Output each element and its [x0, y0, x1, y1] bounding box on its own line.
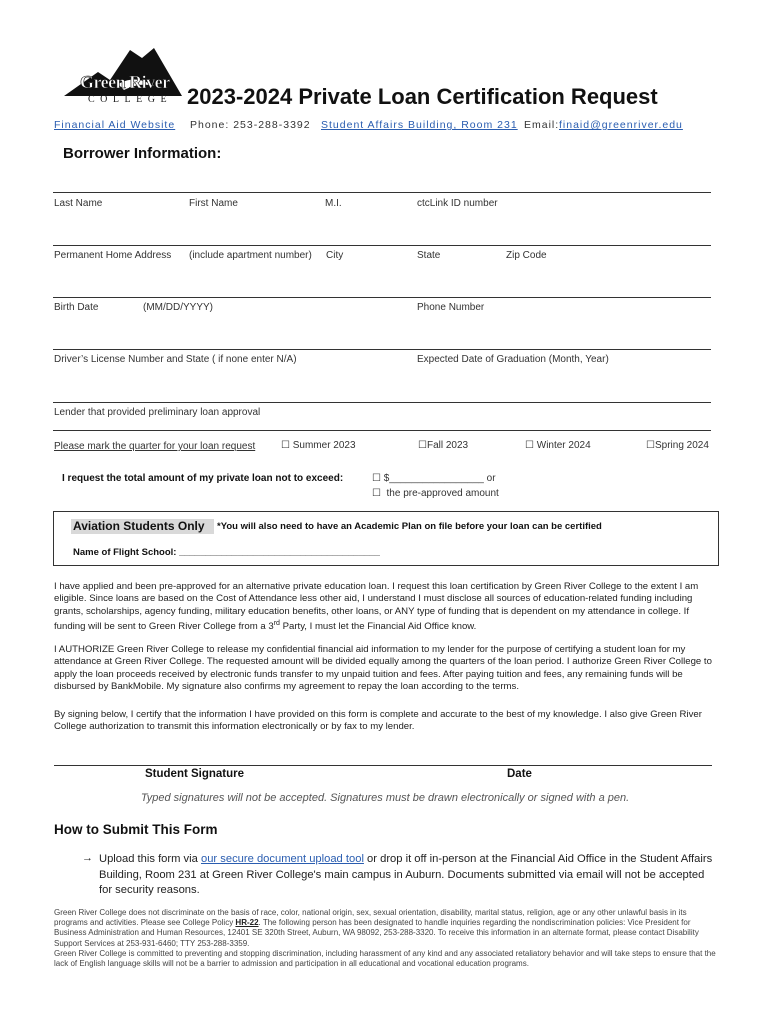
email-label: Email:: [524, 119, 560, 131]
aviation-note: *You will also need to have an Academic Plan on file before your loan can be certified: [217, 521, 602, 532]
last-name-field[interactable]: Last Name: [54, 198, 103, 209]
state-field[interactable]: State: [417, 250, 441, 261]
quarter-prompt: Please mark the quarter for your loan request: [54, 441, 256, 452]
typed-signature-note: Typed signatures will not be accepted. Signatures must be drawn electronically or signed with a pen.: [140, 792, 630, 804]
how-to-submit-title: How to Submit This Form: [54, 822, 218, 837]
phone-number-field[interactable]: Phone Number: [417, 302, 485, 313]
arrow-icon: →: [82, 852, 93, 864]
divider: [53, 402, 711, 403]
preapproved-label: the pre-approved amount: [386, 488, 499, 499]
divider: [53, 245, 711, 246]
spring-2024-label: Spring 2024: [654, 440, 709, 451]
aviation-title: Aviation Students Only: [73, 519, 205, 533]
email-link[interactable]: finaid@greenriver.edu: [559, 119, 683, 131]
permanent-address-field[interactable]: Permanent Home Address: [54, 250, 172, 261]
upload-tool-link[interactable]: our secure document upload tool: [200, 853, 364, 865]
student-signature-field[interactable]: Student Signature: [145, 768, 245, 780]
fall-2023-label: Fall 2023: [426, 440, 469, 451]
ctclink-id-field[interactable]: ctcLink ID number: [417, 198, 498, 209]
logo-wordmark: Green River: [80, 72, 170, 92]
graduation-date-field[interactable]: Expected Date of Graduation (Month, Year): [417, 354, 609, 365]
phone-number: Phone: 253-288-3392: [190, 119, 311, 131]
amount-input[interactable]: $_________________ or: [383, 473, 496, 484]
certification-paragraph: By signing below, I certify that the information I have provided on this form is complete and accurate to the best of my knowledge. I also give Green River College authorization to transmit this information electronically or by fax to my lender.: [54, 709, 702, 733]
footer-commitment: Green River College is committed to preventing and stopping discrimination, including harassment of any kind and any associated retaliatory behavior and will take steps to ensure that the lack of English language skills will not be a barrier to admission and participation in all educational and vocational education programs.: [54, 948, 716, 969]
include-apartment-note: (include apartment number): [189, 250, 312, 261]
authorization-paragraph: I AUTHORIZE Green River College to release my confidential financial aid information to my lender for the purpose of certifying a student loan for my attendance at Green River College. The requested amount will be divided equally among the quarters of the loan period. I authorize Green River College to apply the loan proceeds received by electronic funds transfer to my unpaid tuition and fees. After paying tuition and fees, any remaining funds will be disbursed by BankMobile. My signature also confirms my agreement to repay the loan according to the terms.: [54, 644, 712, 692]
submit-instructions: Upload this form via our secure document upload tool or drop it off in-person at the Financial Aid Office in the Student Affairs Building, Room 231 at Green River College's main campus in Auburn. Documents submitted via email will not be accepted for security reasons.: [99, 853, 713, 896]
divider: [53, 297, 711, 298]
aviation-section: [53, 511, 719, 566]
fall-2023-checkbox[interactable]: ☐Fall 2023: [418, 440, 469, 451]
preapproved-checkbox[interactable]: ☐ the pre-approved amount: [372, 488, 499, 499]
divider: [53, 349, 711, 350]
page-title: 2023-2024 Private Loan Certification Request: [187, 84, 658, 109]
city-field[interactable]: City: [326, 250, 344, 261]
section-title-borrower: Borrower Information:: [63, 145, 222, 162]
financial-aid-website-link[interactable]: Financial Aid Website: [54, 119, 176, 131]
logo-college: COLLEGE: [88, 94, 173, 105]
signature-line: [54, 765, 712, 766]
summer-2023-label: Summer 2023: [292, 440, 356, 451]
zip-code-field[interactable]: Zip Code: [506, 250, 547, 261]
agreement-paragraph: I have applied and been pre-approved for an alternative private education loan. I request this loan certification by Green River College to the extent I am eligible. Since loans are based on the Cost of Attendance less other aid, I understand I must disclose all sources of education-related funding including grants, scholarships, agency funding, military education benefits, other loans, or ANY type of funding that is dependent on my attendance in college. If funding will be sent to Green River College from a 3rd Party, I must let the Financial Aid Office know.: [54, 581, 699, 633]
birth-date-field[interactable]: Birth Date: [54, 302, 99, 313]
middle-initial-field[interactable]: M.I.: [325, 198, 342, 209]
divider: [53, 430, 711, 431]
amount-prompt: I request the total amount of my private loan not to exceed:: [62, 473, 344, 484]
amount-checkbox[interactable]: ☐ $_________________ or: [372, 473, 496, 484]
location-link[interactable]: Student Affairs Building, Room 231: [321, 119, 518, 131]
policy-hr22-link[interactable]: HR-22: [235, 918, 259, 928]
first-name-field[interactable]: First Name: [189, 198, 238, 209]
divider: [53, 192, 711, 193]
date-field[interactable]: Date: [507, 768, 532, 780]
flight-school-field[interactable]: Name of Flight School: ______________________________________: [73, 547, 380, 558]
summer-2023-checkbox[interactable]: ☐ Summer 2023: [281, 440, 356, 451]
date-format-note: (MM/DD/YYYY): [143, 302, 213, 313]
winter-2024-checkbox[interactable]: ☐ Winter 2024: [525, 440, 591, 451]
lender-field[interactable]: Lender that provided preliminary loan approval: [54, 407, 261, 418]
drivers-license-field[interactable]: Driver’s License Number and State ( if none enter N/A): [54, 354, 297, 365]
spring-2024-checkbox[interactable]: ☐Spring 2024: [646, 440, 709, 451]
nondiscrimination-footer: Green River College does not discriminate on the basis of race, color, national origin, sex, sexual orientation, disability, marital status, religion, age or any other unlawful basis in its programs and activities. Please see College Policy HR-22. The following person has been designated to handle inquiries regarding the nondiscrimination policies: Vice President for Business Administration and Human Resources, 12401 SE 320th Street, Auburn, WA 98092, 253-288-3320. To receive this information in an alternate format, please contact Disability Support Services at 253-931-6460; TTY 253-288-3359. Green River College is committed to preventing and stopping discrimination, including harassment of any kind and any associated retaliatory behavior and will take steps to ensure that the lack of English language skills will not be a barrier to admission and participation in all educational and vocational education programs.: [54, 908, 716, 969]
winter-2024-label: Winter 2024: [536, 440, 591, 451]
